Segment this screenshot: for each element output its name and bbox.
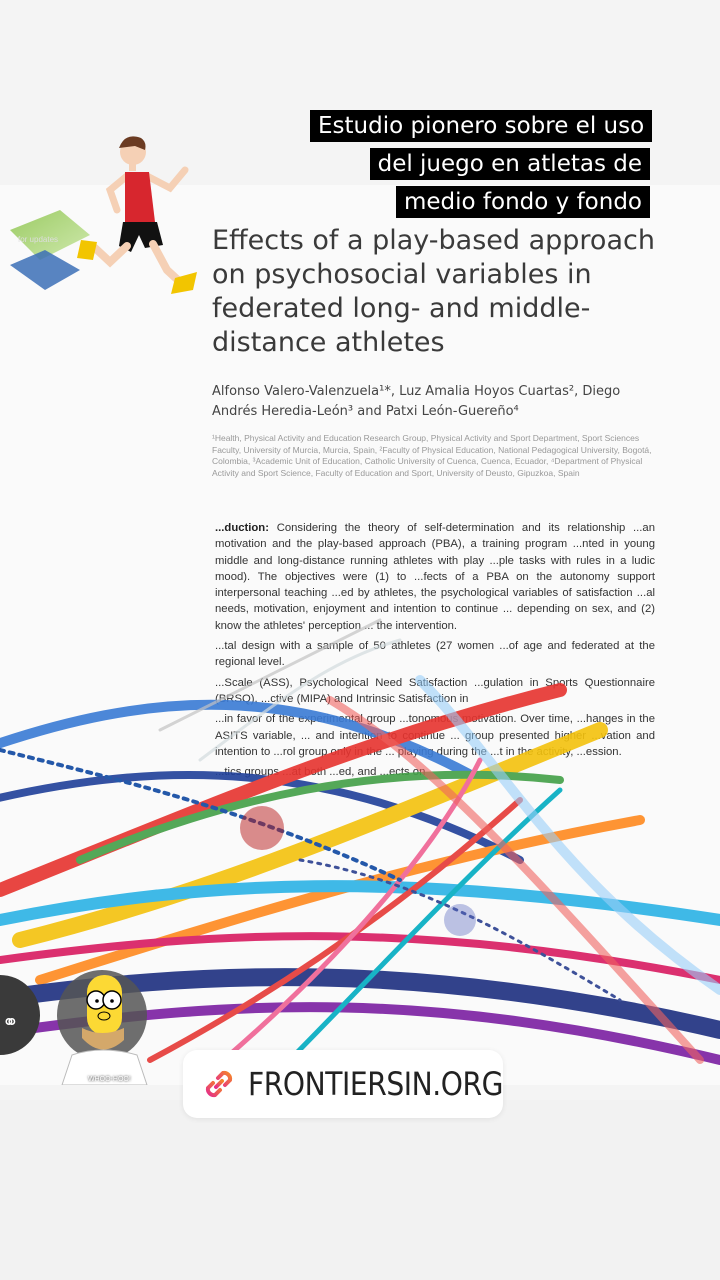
caption-line-3: fondo [576,189,642,215]
link-fragment-icon: ⚭ [2,1012,19,1034]
abstract-paragraph-3: ...Scale (ASS), Psychological Need Satisfaction ...gulation in Sports Questionnaire (BRSQ), ...ctive (MIPA) and Intrinsic Satisfaction in [215,676,655,705]
updates-label: for updates [18,235,59,244]
link-text[interactable]: FRONTIERSIN.ORG [248,1065,504,1103]
paper-affiliations: ¹Health, Physical Activity and Education Research Group, Physical Activity and Sport Department, Sport Sciences Faculty, University of Murcia, Murcia, Spain, ²Faculty of Physical Education, National Pedagogical University, Bogotá, Colombia, ³Academic Unit of Education, Catholic University of Cuenca, Cuenca, Ecuador, ⁴Department of Physical Activity and Sport Science, Faculty of Education and Sport, University of Deusto, Gipuzkoa, Spain [212,433,652,478]
overlay-caption [310,107,650,221]
abstract-lead: ...duction: [215,522,269,534]
abstract-paragraph-4: ...in favor of the experimental group ...tonomous motivation. Over time, ...hanges in the ASITS variable, ... and intention to continue ... group presented higher ...vation and intention to ...rol group only in the ... playing during the ...t in the activity, ...ession. [215,713,655,758]
homer-caption: WHOO-HOO! [88,1076,131,1083]
abstract-text-1: Considering the theory of self-determination and its relationship ...an motivation and the play-based approach (PBA), a training program ...nted in young middle and long-distance running athletes with play ...ple tasks with rules in a ludic mood). The objectives were (1) to ...fects of a PBA on the autonomy support interpersonal teaching ...ed by athletes, the psychological variables of satisfaction ...al needs, motivation, enjoyment and intention to continue ... depending on sex, and (2) know the athletes' perception ... the intervention. [215,522,655,632]
bottom-background [0,1100,720,1280]
paper-authors: Alfonso Valero-Valenzuela¹*, Luz Amalia Hoyos Cuartas², Diego Andrés Heredia-León³ and Patxi León-Guereño⁴ [212,384,621,419]
paper-title: Effects of a play-based approach on psychosocial variables in federated long- and middle-distance athletes [212,225,655,358]
abstract-paragraph-5: ...tics groups ...at both ...ed, and ...ects on [215,766,426,779]
overlay-caption-text [310,110,652,218]
caption-line-2: juego en atletas de medio fondo y [403,151,642,215]
caption-line-1: Estudio pionero sobre el uso del [318,113,645,177]
runner-sticker-icon [75,130,200,300]
link-icon [199,1064,239,1104]
homer-sticker-icon [52,960,152,1085]
abstract-paragraph-2: ...tal design with a sample of 50 athletes (27 women ...of age and federated at the regional level. [215,640,655,669]
